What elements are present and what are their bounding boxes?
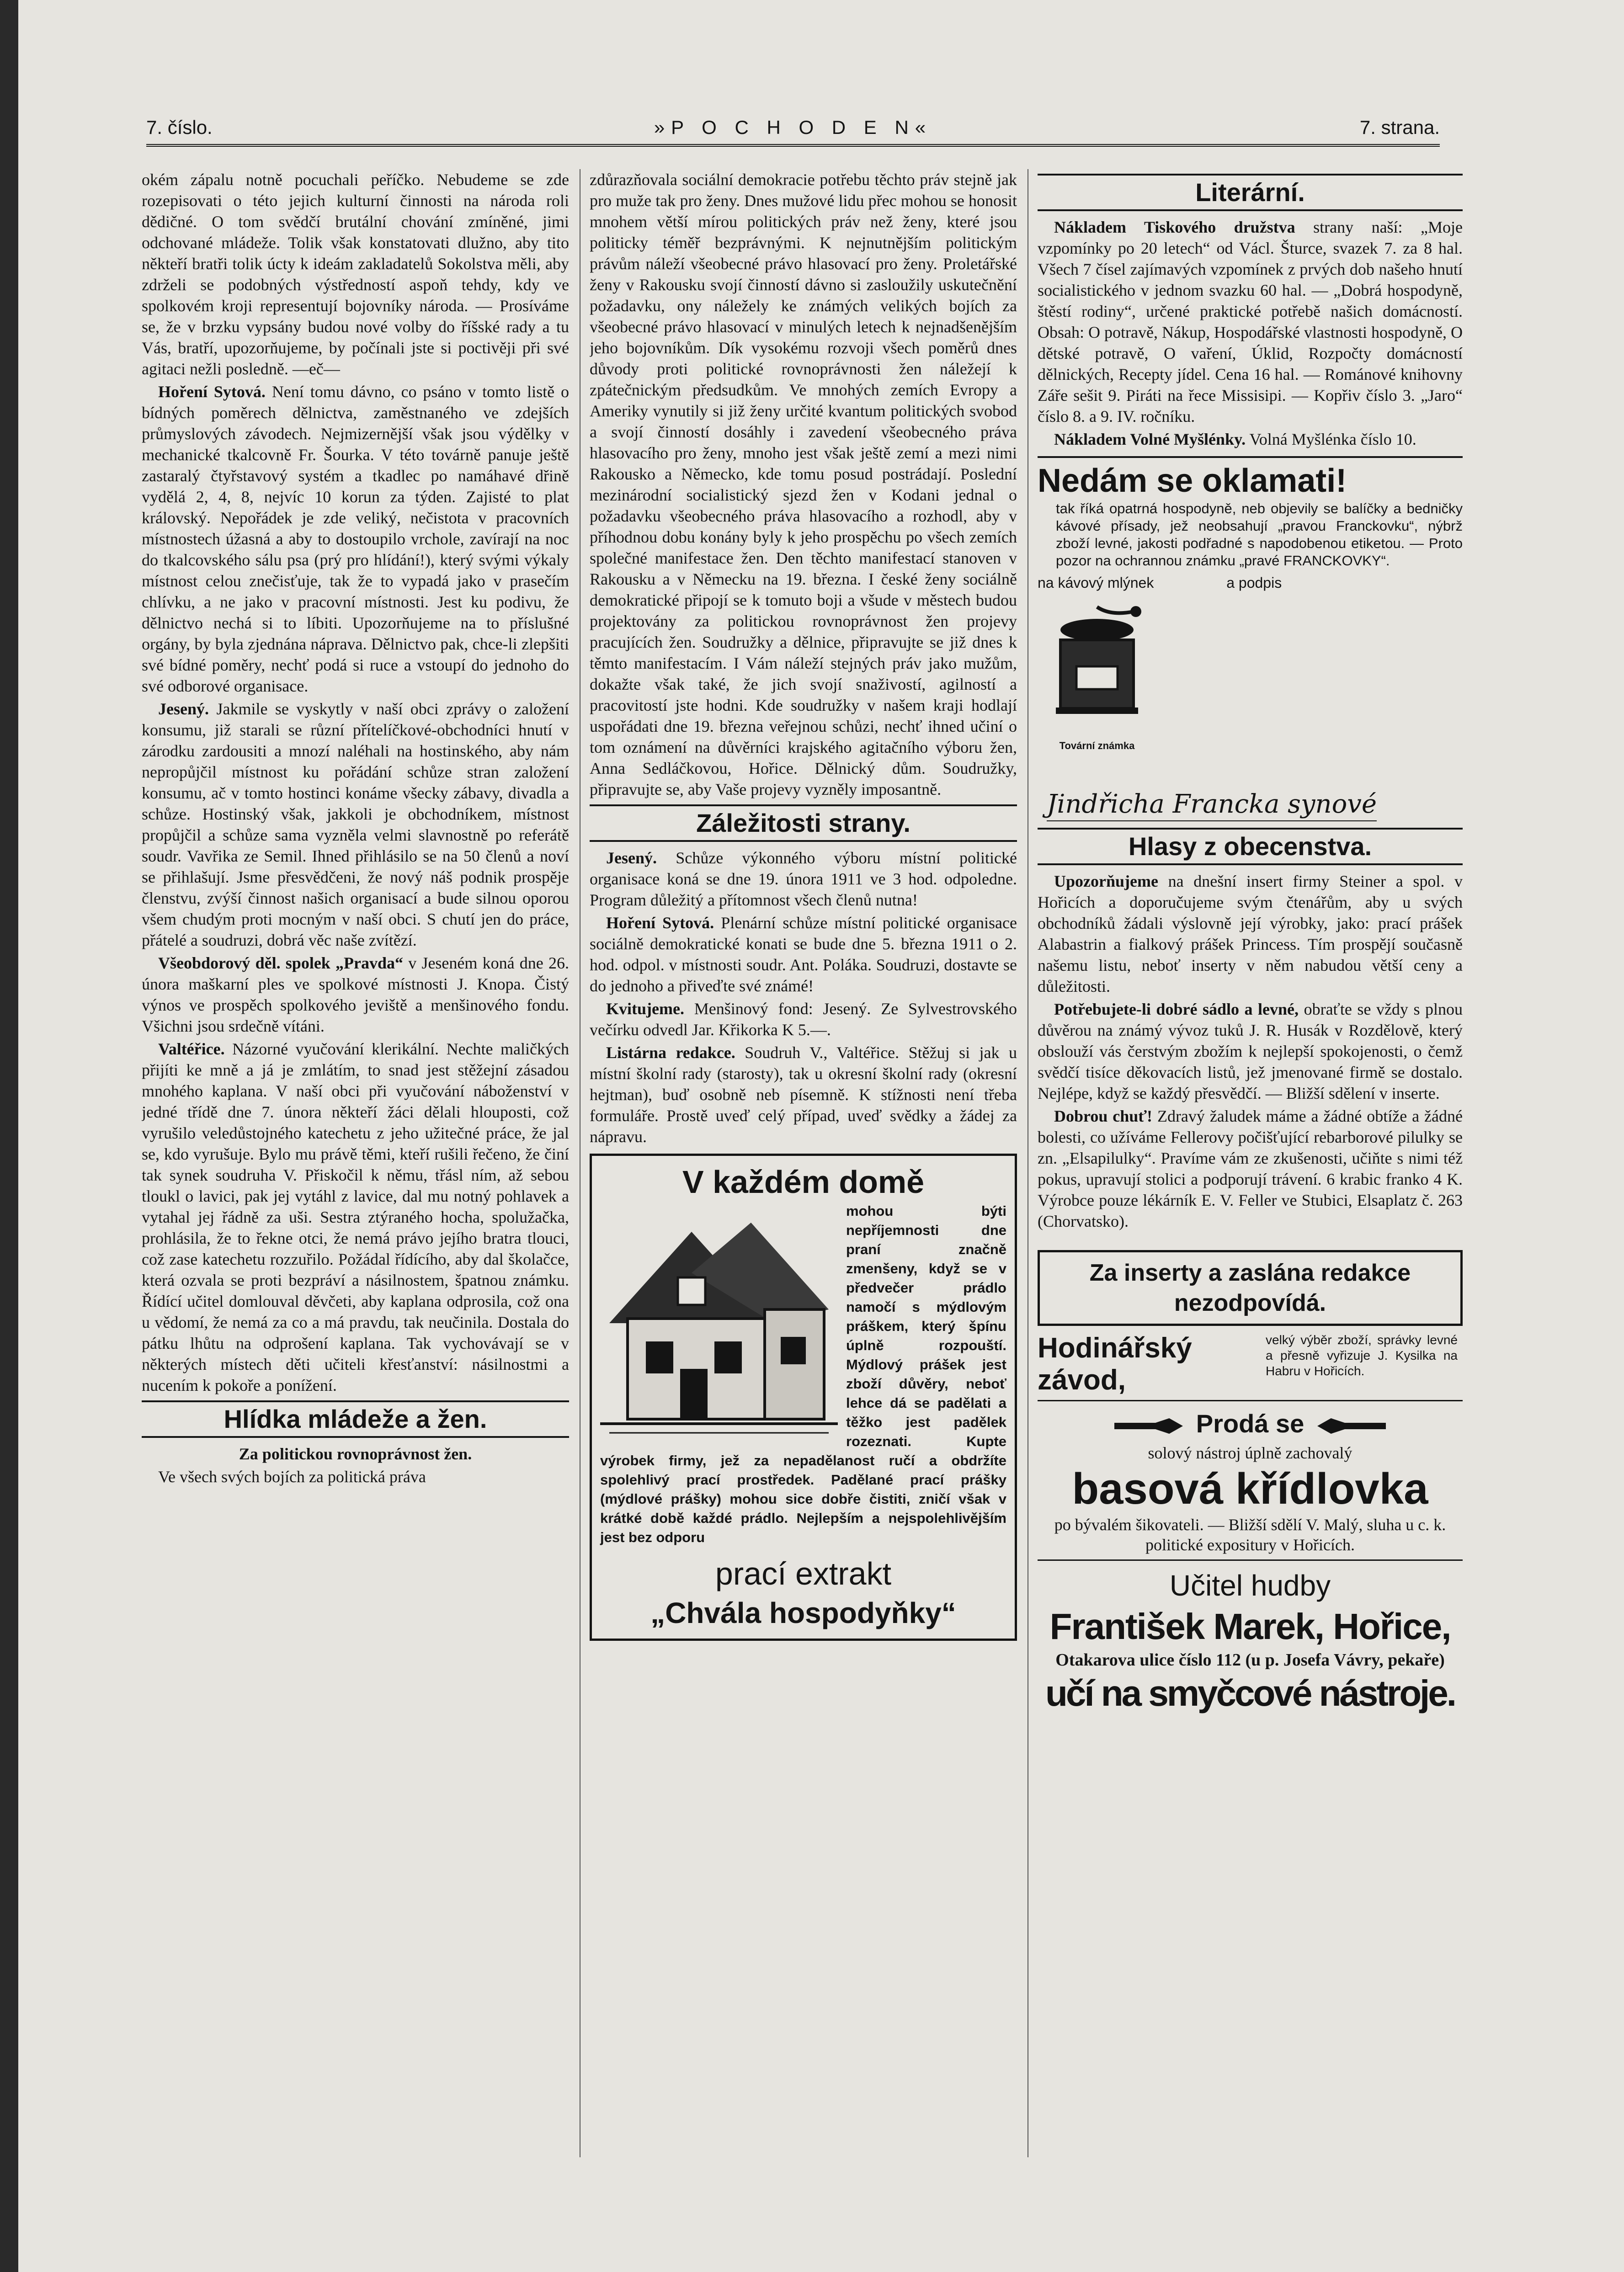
issue-number: 7. číslo. [146, 117, 213, 138]
article-paragraph [1038, 429, 1463, 450]
article-paragraph [1038, 217, 1463, 427]
article-paragraph: okém zápalu notně pocuchali peříčko. Nebudeme se zde rozepisovati o této jejich kulturní činnosti na národa roli dědičné. O tom svědčí brutální chování zmíněné, jimi odchované mládeže. Tolik však konstatovati dlužno, aby tito někteří bratři tolik úcty k ideám zakladatelů Sokolstva měli, aby zdrželi se podobných výstředností aspoň tehdy, kdy ve spolkovém kroji representují bojovníky národa. — Prosíváme se, že v brzku vypsány budou nové volby do říšské rady a tu Vás, bratří, upozorňujeme, by počínali jste si poctivěji při své agitaci nežli posledně. —eč— [142, 170, 569, 378]
article-paragraph: zdůrazňovala sociální demokracie potřebu těchto práv stejně jak pro muže tak pro ženy. Dnes mužové lidu přec mohou se honosit mnohem větší mírou politických práv než ženy, které jsou politicky téměř bezprávnými. K nejnutnějším politickým právům náleží všeobecné právo hlasovací pro ženy. Proletářské ženy v Rakousku svojí činností dávno si zasloužily uskutečnění požadavku, ony náležely ke známých velikých bojích za všeobecné právo hlasovací v minulých letech k nejnadšenějším jeho bojovníkům. Dík vysokému rozvoji všech poměrů dnes důvody proti politické rovnoprávnosti žen náležejí k zpátečnickým předsudkům. Ve mnohých zemích Evropy a Ameriky vynutily si již ženy určité kvantum politických svobod a svojí činností dosáhly i zavedení všeobecného práva hlasovacího pro ženy, mnoho jest však ještě zemí a mezi nimi Rakousko a Německo, kde tomu posud postrádají. Poslední mezinárodní socialistický sjezd žen v Kodani jednal o požadavku všeobecného práva hlasovacího a rozhodl, aby v příhodnou dobu konány byly k jeho prospěchu po všech zemích společné manifestace žen. Den těchto manifestací stanoven v Rakousku a v Německu na 19. března. I české ženy sociálně demokratické připojí se k tomuto boji a všude v městech budou projektovány za politickou rovnoprávnost žen projevy pracujících žen. Soudružky a dělnice, připravujte se již dnes k těmto manifestacím. I Vám náleží stejných práv jako mužům, dokažte však také, že jich svojí snaživostí, agilností a pracovitostí jste hodni. Kde soudružky v našem kraji hodlají uspořádati dne 19. března veřejnou schůzi, nechť ihned učiní o tom oznámení na důvěrníci krajského agitačního výboru žen, Anna Sedláčkovou, Hořice. Dělnický dům. Soudružky, připravujte se, aby Vaše projevy vyzněly imposantně. [590, 170, 1017, 798]
trademark-label: Tovární známka [1059, 740, 1135, 751]
coffee-grinder-trademark [1038, 598, 1156, 756]
section-heading: Literární. [1038, 174, 1463, 211]
ad-text: po bývalém šikovateli. — Bližší sdělí V. Malý, sluha u c. k. politické expositury v Hořicích. [1054, 1516, 1446, 1554]
ad-product-name: „Chvála hospodyňky“ [650, 1596, 956, 1629]
article-paragraph [142, 952, 569, 1037]
article-text: na dnešní insert firmy Steiner a spol. v Hořicích a doporučujeme svým čtenářům, aby u svých obchodníků žádali výslovně její výrobky, jako: prací prášek Alabastrin a fialkový prášek Princess. Tím prospějí současně našemu listu, neboť inserty v něm nabudou větší ceny a důležitosti. [1038, 872, 1463, 995]
article-heading: Listárna redakce. [606, 1043, 735, 1062]
article-heading: Hoření Sytová. [158, 383, 266, 401]
article-paragraph [590, 847, 1017, 910]
sale-advertisement [1038, 1408, 1463, 1561]
franck-signature: Jindřicha Francka synové [1047, 788, 1377, 821]
ad-product-type: prací extrakt [715, 1556, 892, 1591]
article-paragraph [142, 381, 569, 697]
article-paragraph [142, 698, 569, 951]
watchmaker-advertisement [1038, 1332, 1463, 1401]
article-heading: Upozorňujeme [1054, 872, 1158, 890]
newspaper-title: »P O C H O D E N« [654, 117, 932, 138]
house-illustration [600, 1204, 838, 1442]
ad-text: solový nástroj úplně zachovalý [1148, 1444, 1352, 1463]
article-paragraph: Ve všech svých bojích za politická práva [158, 1468, 426, 1486]
article-text: Schůze výkonného výboru místní politické organisace koná se dne 19. února 1911 ve 3 hod. odpoledne. Program důležitý a přítomnost všech členů nutna! [590, 849, 1017, 909]
ad-text: mohou býti nepříjemnosti dne praní značně zmenšeny, když se v předvečer prádlo namočí s mýdlovým práškem, který špínu úplně rozpouští. Mýdlový prášek jest zboží důvěry, neboť lehce dá se padělati a těžko jest padělek rozeznati. Kupte výrobek firmy, jež za nepadělanost ručí a obdržíte spolehlivý prací prostředek. Padělané prací prášky (mýdlové prášky) mohou sice dobře čistiti, zničí však v krátké době každé prádlo. Nejlepším a nejspolehlivějším jest bez odporu [600, 1203, 1006, 1545]
article-text: Není tomu dávno, co psáno v tomto listě o bídných poměrech dělnictva, zaměstnaného ve zdejších průmyslových závodech. Nejmizernější však jsou výdělky v mechanické tkalcovně Fr. Šourka. V této továrně panuje ještě zastaralý čtyřstavový systém a tkadlec po namáhavé dřině vydělá 2, 4, 8, nejvíc 10 korun za týden. Zajisté to plat královský. Nepořádek je zde veliký, nečistota v pracovních místnostech úžasná a aby to dostoupilo vrchole, zavírají na noc do tkalcovského sálu psa (prý pro hlídání!), který svými výkaly místnost celou znečisťuje, tak že to vypadá jako v prasečím chlívku, a ne jako v pracovní místnosti. Jest ku podivu, že dělnictvo nechá si to líbiti. Upozorňujeme na to příslušné orgány, by byla zjednána náprava. Dělnictvo pak, chce-li zlepšiti své bídné poměry, nechť podá si ruce a vstoupí do jednoho do své odborové organisace. [142, 383, 569, 695]
section-heading: Záležitosti strany. [590, 804, 1017, 842]
article-text: Jakmile se vyskytly v naší obci zprávy o založení konsumu, již starali se různí přítelíčkové-obchodníci hnutí v zárodku zardousiti a mnozí naléhali na hostinského, aby nám nepropůjčil místnost ku pořádání schůze stran založení konsumu, ač v tomto hostinci konáme všecky zábavy, divadla a schůze. Hostinský však, jakkoli je obchodníkem, místnost propůjčil a schůze sama vyzněla velmi slavnostně po referátě soudr. Vavřika ze Semil. Ihned přihlásilo se na 50 členů a noví se přihlašují. Jsme přesvědčeni, že nový náš podnik prospěje členstvu, zvýší činnost našich organisací a bude silnou oporou všem chudým proti mocným v naší obci. S chutí jen do práce, přátelé a soudruzi, dobrá věc naše zvítězí. [142, 700, 569, 949]
header-rule [146, 144, 1440, 147]
ad-product-name: učí na smyčcové nástroje. [1045, 1673, 1455, 1714]
sale-title-row [1038, 1408, 1463, 1442]
article-paragraph [590, 1042, 1017, 1147]
article-paragraph [590, 912, 1017, 996]
ad-headline: Hodinářský závod, [1038, 1332, 1192, 1396]
section-heading: Hlasy z obecenstva. [1038, 828, 1463, 865]
ad-caption: a podpis [1226, 575, 1282, 591]
page-header [146, 117, 1440, 144]
pointing-hand-icon [1317, 1415, 1386, 1442]
article-text: Zdravý žaludek máme a žádné obtíže a žádné bolesti, co užíváme Fellerovy počišťující rebarborové pilulky se zn. „Elsapilulky“. Pravíme vám ze zkušenosti, učiňte s nimi též pokus, upravují stolici a podporují trávení. 6 krabic franko 4 K. Výrobce pouze lékárník E. V. Feller ve Stubici, Elsaplatz č. 263 (Chorvatsko). [1038, 1107, 1463, 1230]
ad-text: tak říká opatrná hospodyně, neb objevily se balíčky a bedničky kávové přísady, jež neobsahují „pravou Franckovku“, nýbrž zboží levné, jakosti podřadné s napodobenou etiketou. — Proto pozor na ochrannou známku „pravé FRANCKOVKY“. [1056, 500, 1463, 569]
editorial-notice: Za inserty a zaslána redakce nezodpovídá. [1038, 1250, 1463, 1326]
page-number: 7. strana. [1359, 117, 1440, 138]
house-icon [600, 1204, 838, 1442]
ad-headline: Učitel hudby [1169, 1569, 1331, 1602]
article-text: v Jeseném koná dne 26. února maškarní ples ve spolkové místnosti J. Knopa. Čistý výnos ve prospěch spolkového jeviště a menšinového fondu. Všichni jsou srdečně vítáni. [142, 954, 569, 1035]
article-text: obraťte se vždy s plnou důvěrou na známý vývoz tuků J. R. Husák v Rozdělově, který obslouží vás čerstvým zbožím k nejlepší spokojenosti, o čemž svědčí tisíce děkovacích listů, jež jmenované firmě se dostalo. Nejlépe, když se každý přesvědčí. — Bližší sdělení v inserte. [1038, 1000, 1463, 1102]
article-paragraph [1038, 1106, 1463, 1232]
trademark-row [1038, 598, 1463, 821]
ad-product-name: František Marek, Hořice, [1049, 1606, 1451, 1647]
ad-product-name: basová křídlovka [1072, 1464, 1428, 1514]
article-heading: Potřebujete-li dobré sádlo a levné, [1054, 1000, 1299, 1018]
ad-headline: V každém domě [682, 1164, 925, 1200]
music-teacher-advertisement [1038, 1567, 1463, 1716]
article-heading: Jesený. [606, 849, 657, 867]
coffee-grinder-icon [1038, 598, 1156, 730]
article-text: Menšinový fond: Jesený. Ze Sylvestrovského večírku odvedl Jar. Křikorka K 5.—. [590, 1000, 1017, 1039]
article-text: Soudruh V., Valtéřice. Stěžuj si jak u místní školní rady (starosty), tak u okresní školní rady (okresní hejtman), buď osobně neb písemně. K stížnosti není třeba formuláře. Prostě uveď celý případ, uveď svědky a žádej za nápravu. [590, 1043, 1017, 1146]
ad-headline: Nedám se oklamati! [1038, 463, 1347, 499]
section-heading: Hlídka mládeže a žen. [142, 1400, 569, 1438]
article-heading: Nákladem Tiskového družstva [1054, 218, 1295, 236]
article-heading: Všeobdorový děl. spolek „Pravda“ [158, 954, 404, 972]
newspaper-page [18, 0, 1624, 2272]
article-text: Názorné vyučování klerikální. Nechte maličkých přijíti ke mně a já je zmlátím, to snad jest stěžejní zásadou mnohého kaplana. V naší obci při vyučování náboženství v jedné třídě dne 7. února někteří žáci dělali hlouposti, což vyrušilo veledůstojného katechetu z jeho užitečné práce, že jal se, kdo vyrušuje. Bylo mu právě těmi, kteří rušili řečeno, že činí tak synek soudruha V. Přiskočil k němu, třásl ním, až sebou tloukl o lavici, pak jej vytáhl z lavice, dal mu notný pohlavek a vytahal jej řádně za uši. Sestra ztýraného hocha, spolužačka, prohlásila, že to řekne otci, že nemá právo jejího bratra tlouci, což zase katechetu rozzuřilo. Požádal řídícího, aby dal školačce, která ozvala se proti bezpráví a násilnostem, špatnou známku. Řídící učitel domlouval děvčeti, aby kaplana odprosila, což ona u vědomí, že nemá za co a má pravdu, tak neučinila. Dostala do pátku lhůtu na odprošení kaplana. Tak vychovávají se v některých místech děti učiteli křesťanství: násilnostmi a nucením k pokoře a ponížení. [142, 1040, 569, 1394]
article-paragraph [1038, 999, 1463, 1104]
article-heading: Nákladem Volné Myšlénky. [1054, 430, 1246, 448]
ad-text: Otakarova ulice číslo 112 (u p. Josefa Vávry, pekaře) [1055, 1650, 1445, 1670]
coffee-advertisement [1038, 456, 1463, 821]
pointing-hand-icon [1114, 1415, 1183, 1442]
article-heading: Jesený. [158, 700, 209, 718]
article-text: Plenární schůze místní politické organisace sociálně demokratické konati se bude dne 5. března 1911 o 2. hod. odpol. v místnosti soudr. Ant. Poláka. Soudruzi, dostavte se do jednoho a přiveďte své známé! [590, 914, 1017, 995]
ad-caption: na kávový mlýnek [1038, 575, 1154, 591]
article-text: Volná Myšlénka číslo 10. [1246, 430, 1416, 448]
article-heading: Kvitujeme. [606, 1000, 684, 1018]
article-heading: Hoření Sytová. [606, 914, 714, 932]
column-1 [142, 169, 569, 2153]
article-paragraph [1038, 871, 1463, 997]
ad-caption-row [1038, 572, 1463, 593]
column-3 [1038, 169, 1463, 2153]
article-paragraph [142, 1038, 569, 1396]
article-heading: Valtéřice. [158, 1040, 225, 1058]
ad-text: velký výběr zboží, správky levné a přesně vyřizuje J. Kysilka na Habru v Hořicích. [1266, 1333, 1458, 1378]
ad-headline: Prodá se [1196, 1409, 1305, 1438]
article-heading: Dobrou chuť! [1054, 1107, 1153, 1125]
soap-advertisement [590, 1154, 1017, 1641]
article-subheading: Za politickou rovnoprávnost žen. [239, 1445, 472, 1463]
article-text: strany naší: „Moje vzpomínky po 20 letech“ od Václ. Šturce, svazek 7. za 8 hal. Všech 7 čísel zajímavých vzpomínek z prvých dob našeho hnutí socialistického v jednom svazku 60 hal. — „Dobrá hospodyně, štěstí rodiny“, určené praktické potřebě našich domácností. Obsah: O potravě, Nákup, Hospodářské vlastnosti hospodyně, O dětské potravě, O vaření, Úklid, Rozpočty domácností dělnických, Recepty jídel. Cena 16 hal. — Románové knihovny Záře sešit 9. Piráti na řece Missisipi. — Kopřiv číslo 3. „Jaro“ číslo 8. a 9. IV. ročníku. [1038, 218, 1463, 426]
column-2 [590, 169, 1017, 2153]
article-paragraph [590, 998, 1017, 1040]
